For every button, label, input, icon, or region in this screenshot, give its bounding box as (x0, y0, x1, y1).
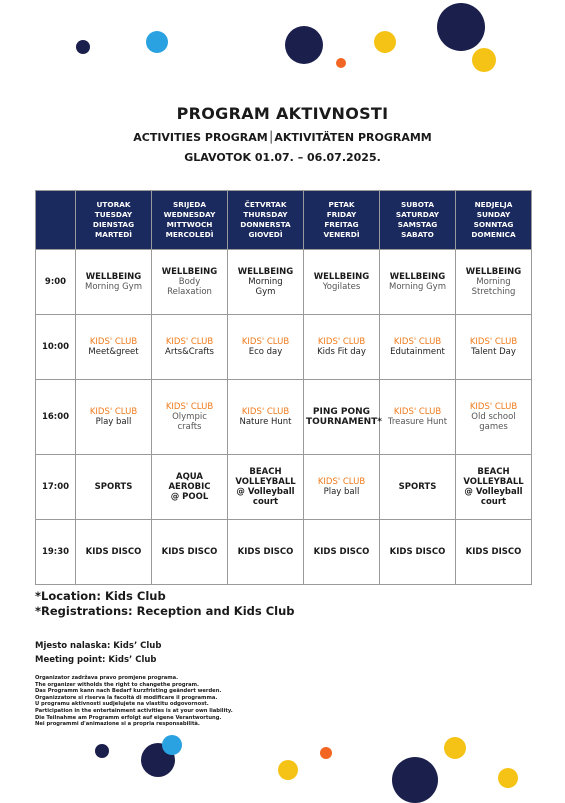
decor-dot (162, 735, 182, 755)
activity-cell: KIDS DISCO (380, 520, 456, 585)
activity-cell: KIDS' CLUB Eco day (228, 315, 304, 380)
disclaimer (35, 675, 233, 728)
activity-cell: KIDS' CLUB Arts&Crafts (152, 315, 228, 380)
decor-dot (472, 48, 496, 72)
disclaimer-line: U programu aktivnosti sudjelujete na vlastitu odgovornost. (35, 701, 209, 708)
activity-cell: KIDS' CLUB Play ball (76, 380, 152, 455)
decor-dot (146, 31, 168, 53)
activity-cell: KIDS' CLUB Talent Day (456, 315, 532, 380)
table-row (36, 520, 532, 585)
activity-cell: WELLBEING Morning Gym (380, 250, 456, 315)
activity-cell: WELLBEING Body Relaxation (152, 250, 228, 315)
decor-dot (76, 40, 90, 54)
disclaimer-line: Organizzatore si riserva la facoltà di modificare il programma. (35, 694, 218, 701)
table-row (36, 455, 532, 520)
disclaimer-line: Die Teilnahme am Programm erfolgt auf eigene Verantwortung. (35, 714, 222, 721)
activity-cell: KIDS' CLUB Meet&greet (76, 315, 152, 380)
disclaimer-line: The organizer witholds the right to changethe program. (35, 681, 200, 688)
table-header-row (36, 191, 532, 250)
page-title: PROGRAM AKTIVNOSTI (176, 104, 389, 123)
disclaimer-line: Organizator zadržava pravo promjene programa. (35, 675, 179, 681)
meeting-point-en: Meeting point: Kids’ Club (35, 655, 157, 665)
activity-cell: KIDS' CLUB Olympic crafts (152, 380, 228, 455)
day-header: UTORAK TUESDAY DIENSTAG MARTEDÌ (76, 191, 152, 250)
time-cell: 19:30 (36, 520, 76, 585)
activity-cell: KIDS' CLUB Kids Fit day (304, 315, 380, 380)
activity-cell: KIDS DISCO (228, 520, 304, 585)
time-cell: 9:00 (36, 250, 76, 315)
disclaimer-line: Nei programmi d'animazione si a propria responsabilità. (35, 721, 200, 728)
activity-cell: WELLBEING Morning Gym (76, 250, 152, 315)
time-cell: 10:00 (36, 315, 76, 380)
decor-dot (444, 737, 466, 759)
day-header: SUBOTA SATURDAY SAMSTAG SABATO (380, 191, 456, 250)
disclaimer-line: Participation in the entertainment activities is at your own liability. (35, 707, 233, 714)
activity-cell: WELLBEING Yogilates (304, 250, 380, 315)
table-row (36, 250, 532, 315)
location-note: *Location: Kids Club (35, 589, 166, 603)
activity-cell: KIDS DISCO (304, 520, 380, 585)
table-row (36, 380, 532, 455)
activity-cell: BEACH VOLLEYBALL @ Volleyball court (228, 455, 304, 520)
activity-cell: SPORTS (380, 455, 456, 520)
activity-cell: KIDS' CLUB Edutainment (380, 315, 456, 380)
activity-cell: KIDS DISCO (76, 520, 152, 585)
activity-cell: WELLBEING Morning Stretching (456, 250, 532, 315)
decor-dot (95, 744, 109, 758)
date-range: GLAVOTOK 01.07. – 06.07.2025. (184, 151, 381, 164)
registration-note: *Registrations: Reception and Kids Club (35, 604, 295, 618)
activity-cell: SPORTS (76, 455, 152, 520)
day-header: PETAK FRIDAY FREITAG VENERDÌ (304, 191, 380, 250)
decor-dot (498, 768, 518, 788)
day-header: SRIJEDA WEDNESDAY MITTWOCH MERCOLEDÌ (152, 191, 228, 250)
activity-cell: AQUA AEROBIC @ POOL (152, 455, 228, 520)
activity-cell: WELLBEING Morning Gym (228, 250, 304, 315)
disclaimer-line: Das Programm kann nach Bedarf kurzfristing geändert werden. (35, 688, 222, 695)
day-header: NEDJELJA SUNDAY SONNTAG DOMENICA (456, 191, 532, 250)
activity-cell: KIDS' CLUB Nature Hunt (228, 380, 304, 455)
decor-dot (392, 757, 438, 803)
page-subtitle: ACTIVITIES PROGRAM│AKTIVITÄTEN PROGRAMM (133, 131, 432, 144)
activity-cell: KIDS' CLUB Treasure Hunt (380, 380, 456, 455)
activity-cell: KIDS' CLUB Play ball (304, 455, 380, 520)
decor-dot (437, 3, 485, 51)
decor-dot (285, 26, 323, 64)
meeting-point-hr: Mjesto nalaska: Kids’ Club (35, 641, 162, 651)
time-cell: 17:00 (36, 455, 76, 520)
decor-dot (320, 747, 332, 759)
table-row (36, 315, 532, 380)
activity-cell: KIDS' CLUB Old school games (456, 380, 532, 455)
decor-dot (278, 760, 298, 780)
activity-cell: BEACH VOLLEYBALL @ Volleyball court (456, 455, 532, 520)
decor-dot (374, 31, 396, 53)
activity-cell: KIDS DISCO (456, 520, 532, 585)
time-cell: 16:00 (36, 380, 76, 455)
decor-dot (336, 58, 346, 68)
day-header: ČETVRTAK THURSDAY DONNERSTA GIOVEDÌ (228, 191, 304, 250)
activities-table (35, 190, 532, 585)
corner-cell (36, 191, 76, 250)
activity-cell: KIDS DISCO (152, 520, 228, 585)
activity-cell: PING PONG TOURNAMENT* (304, 380, 380, 455)
